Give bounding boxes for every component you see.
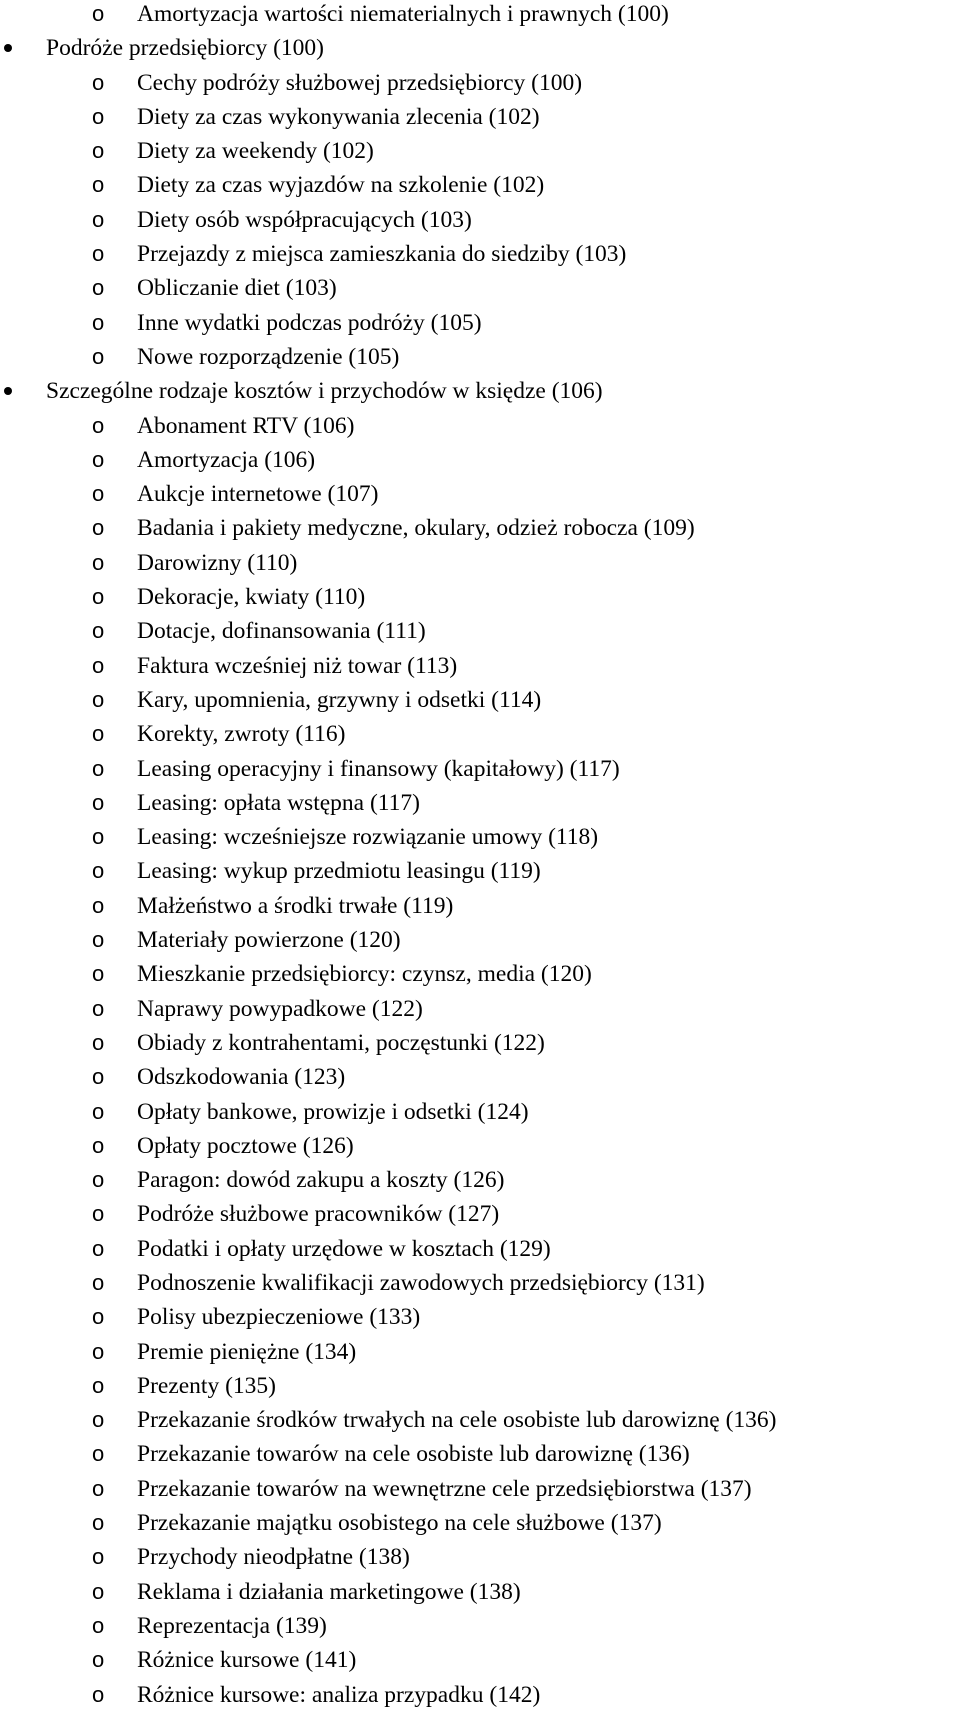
hollow-bullet-icon: o xyxy=(92,446,105,472)
toc-entry-label: Opłaty bankowe, prowizje i odsetki (124) xyxy=(137,1098,529,1125)
hollow-bullet-icon: o xyxy=(92,961,105,987)
toc-entry xyxy=(0,1540,960,1574)
hollow-bullet-icon: o xyxy=(92,1441,105,1467)
hollow-bullet-icon: o xyxy=(92,927,105,953)
hollow-bullet-icon: o xyxy=(92,343,105,369)
hollow-bullet-icon: o xyxy=(92,1407,105,1433)
hollow-bullet-icon: o xyxy=(92,858,105,884)
toc-entry-label: Badania i pakiety medyczne, okulary, odzież robocza (109) xyxy=(137,515,695,542)
toc-entry xyxy=(0,683,960,717)
hollow-bullet-icon: o xyxy=(92,1132,105,1158)
toc-entry-label: Przekazanie towarów na wewnętrzne cele przedsiębiorstwa (137) xyxy=(137,1475,752,1502)
toc-entry-label: Reklama i działania marketingowe (138) xyxy=(137,1578,521,1605)
hollow-bullet-icon: o xyxy=(92,1167,105,1193)
toc-entry-label: Amortyzacja wartości niematerialnych i prawnych (100) xyxy=(137,1,669,27)
toc-entry-label: Przejazdy z miejsca zamieszkania do siedziby (103) xyxy=(137,241,627,268)
hollow-bullet-icon: o xyxy=(92,755,105,781)
toc-entry-label: Odszkodowania (123) xyxy=(137,1064,346,1091)
toc-entry-label: Różnice kursowe (141) xyxy=(137,1647,357,1674)
hollow-bullet-icon: o xyxy=(92,138,105,164)
toc-entry xyxy=(0,100,960,134)
toc-entry xyxy=(0,957,960,991)
toc-entry xyxy=(0,786,960,820)
toc-entry-label: Przekazanie środków trwałych na cele osobiste lub darowiznę (136) xyxy=(137,1407,777,1434)
hollow-bullet-icon: o xyxy=(92,1029,105,1055)
toc-entry-label: Reprezentacja (139) xyxy=(137,1612,327,1639)
toc-entry xyxy=(0,271,960,305)
toc-entry xyxy=(0,1300,960,1334)
hollow-bullet-icon: o xyxy=(92,1098,105,1124)
toc-entry xyxy=(0,134,960,168)
toc-entry xyxy=(0,1678,960,1712)
toc-entry-label: Faktura wcześniej niż towar (113) xyxy=(137,652,458,679)
toc-entry xyxy=(0,752,960,786)
hollow-bullet-icon: o xyxy=(92,892,105,918)
hollow-bullet-icon: o xyxy=(92,824,105,850)
hollow-bullet-icon: o xyxy=(92,1372,105,1398)
toc-entry xyxy=(0,614,960,648)
hollow-bullet-icon: o xyxy=(92,789,105,815)
toc-entry xyxy=(0,66,960,100)
toc-entry-label: Naprawy powypadkowe (122) xyxy=(137,995,423,1022)
hollow-bullet-icon: o xyxy=(92,584,105,610)
toc-entry xyxy=(0,854,960,888)
toc-entry xyxy=(0,1335,960,1369)
toc-entry-label: Dekoracje, kwiaty (110) xyxy=(137,584,366,611)
toc-entry xyxy=(0,443,960,477)
toc-entry-label: Opłaty pocztowe (126) xyxy=(137,1132,354,1159)
toc-entry-label: Obiady z kontrahentami, poczęstunki (122) xyxy=(137,1029,545,1056)
toc-entry xyxy=(0,203,960,237)
toc-entry xyxy=(0,1643,960,1677)
hollow-bullet-icon: o xyxy=(92,172,105,198)
toc-entry-label: Korekty, zwroty (116) xyxy=(137,721,346,748)
toc-entry xyxy=(0,1472,960,1506)
toc-entry xyxy=(0,580,960,614)
toc-entry-label: Podróże przedsiębiorcy (100) xyxy=(46,35,324,62)
hollow-bullet-icon: o xyxy=(92,1544,105,1570)
toc-entry-label: Diety za weekendy (102) xyxy=(137,138,374,165)
toc-entry-label: Darowizny (110) xyxy=(137,549,298,576)
hollow-bullet-icon: o xyxy=(92,1475,105,1501)
hollow-bullet-icon: o xyxy=(92,515,105,541)
toc-entry xyxy=(0,168,960,202)
hollow-bullet-icon: o xyxy=(92,652,105,678)
toc-entry xyxy=(0,1232,960,1266)
bullet-icon xyxy=(4,374,14,408)
toc-entry xyxy=(0,1369,960,1403)
hollow-bullet-icon: o xyxy=(92,481,105,507)
toc-entry-label: Amortyzacja (106) xyxy=(137,446,316,473)
hollow-bullet-icon: o xyxy=(92,618,105,644)
hollow-bullet-icon: o xyxy=(92,1578,105,1604)
toc-entry-label: Abonament RTV (106) xyxy=(137,412,355,439)
toc-entry xyxy=(0,306,960,340)
toc-entry-label: Podnoszenie kwalifikacji zawodowych przedsiębiorcy (131) xyxy=(137,1269,705,1296)
toc-entry-label: Szczególne rodzaje kosztów i przychodów w księdze (106) xyxy=(46,378,603,405)
toc-entry xyxy=(0,1437,960,1471)
hollow-bullet-icon: o xyxy=(92,1235,105,1261)
toc-entry xyxy=(0,1197,960,1231)
toc-entry-label: Diety za czas wykonywania zlecenia (102) xyxy=(137,103,540,130)
hollow-bullet-icon: o xyxy=(92,1510,105,1536)
hollow-bullet-icon: o xyxy=(92,241,105,267)
toc-section xyxy=(0,374,960,408)
toc-entry-label: Obliczanie diet (103) xyxy=(137,275,337,302)
toc-entry-label: Leasing operacyjny i finansowy (kapitałowy) (117) xyxy=(137,755,620,782)
hollow-bullet-icon: o xyxy=(92,309,105,335)
toc-entry xyxy=(0,889,960,923)
toc-section xyxy=(0,31,960,65)
hollow-bullet-icon: o xyxy=(92,1647,105,1673)
toc-entry xyxy=(0,923,960,957)
toc-entry xyxy=(0,0,960,31)
hollow-bullet-icon: o xyxy=(92,1,105,26)
hollow-bullet-icon: o xyxy=(92,1304,105,1330)
toc-entry-label: Inne wydatki podczas podróży (105) xyxy=(137,309,482,336)
toc-entry-label: Leasing: wcześniejsze rozwiązanie umowy (118) xyxy=(137,824,599,851)
toc-entry-label: Podróże służbowe pracowników (127) xyxy=(137,1201,500,1228)
toc-entry-label: Materiały powierzone (120) xyxy=(137,927,401,954)
toc-entry-label: Paragon: dowód zakupu a koszty (126) xyxy=(137,1167,505,1194)
toc-entry xyxy=(0,237,960,271)
toc-entry-label: Przekazanie towarów na cele osobiste lub darowiznę (136) xyxy=(137,1441,690,1468)
toc-entry xyxy=(0,511,960,545)
toc-entry-label: Podatki i opłaty urzędowe w kosztach (129) xyxy=(137,1235,551,1262)
hollow-bullet-icon: o xyxy=(92,1681,105,1707)
hollow-bullet-icon: o xyxy=(92,721,105,747)
toc-entry xyxy=(0,1609,960,1643)
toc-entry-label: Przekazanie majątku osobistego na cele służbowe (137) xyxy=(137,1510,662,1537)
toc-entry-label: Aukcje internetowe (107) xyxy=(137,481,379,508)
bullet-icon xyxy=(4,31,14,65)
hollow-bullet-icon: o xyxy=(92,1338,105,1364)
toc-entry xyxy=(0,340,960,374)
hollow-bullet-icon: o xyxy=(92,69,105,95)
toc-entry xyxy=(0,649,960,683)
toc-entry-label: Premie pieniężne (134) xyxy=(137,1338,357,1365)
hollow-bullet-icon: o xyxy=(92,1269,105,1295)
toc-entry xyxy=(0,1026,960,1060)
hollow-bullet-icon: o xyxy=(92,206,105,232)
hollow-bullet-icon: o xyxy=(92,103,105,129)
toc-entry-label: Leasing: opłata wstępna (117) xyxy=(137,789,420,816)
hollow-bullet-icon: o xyxy=(92,995,105,1021)
toc-entry xyxy=(0,477,960,511)
toc-entry xyxy=(0,820,960,854)
toc-entry xyxy=(0,1403,960,1437)
toc-entry-label: Prezenty (135) xyxy=(137,1372,276,1399)
toc-entry xyxy=(0,1129,960,1163)
toc-entry xyxy=(0,1506,960,1540)
toc-entry-label: Mieszkanie przedsiębiorcy: czynsz, media (120) xyxy=(137,961,592,988)
toc-entry-label: Diety osób współpracujących (103) xyxy=(137,206,472,233)
toc-entry xyxy=(0,1095,960,1129)
hollow-bullet-icon: o xyxy=(92,1612,105,1638)
toc-entry-label: Małżeństwo a środki trwałe (119) xyxy=(137,892,454,919)
toc-entry xyxy=(0,409,960,443)
toc-entry xyxy=(0,1060,960,1094)
toc-entry xyxy=(0,1575,960,1609)
hollow-bullet-icon: o xyxy=(92,1064,105,1090)
toc-entry-label: Diety za czas wyjazdów na szkolenie (102) xyxy=(137,172,545,199)
toc-entry-label: Kary, upomnienia, grzywny i odsetki (114) xyxy=(137,686,542,713)
toc-entry xyxy=(0,717,960,751)
toc-entry-label: Cechy podróży służbowej przedsiębiorcy (100) xyxy=(137,69,583,96)
hollow-bullet-icon: o xyxy=(92,1201,105,1227)
toc-entry-label: Przychody nieodpłatne (138) xyxy=(137,1544,410,1571)
hollow-bullet-icon: o xyxy=(92,275,105,301)
toc-entry-label: Leasing: wykup przedmiotu leasingu (119) xyxy=(137,858,541,885)
toc-entry xyxy=(0,1266,960,1300)
hollow-bullet-icon: o xyxy=(92,686,105,712)
toc-entry-label: Dotacje, dofinansowania (111) xyxy=(137,618,426,645)
toc-entry xyxy=(0,546,960,580)
toc-entry xyxy=(0,1163,960,1197)
hollow-bullet-icon: o xyxy=(92,549,105,575)
hollow-bullet-icon: o xyxy=(92,412,105,438)
toc-entry-label: Nowe rozporządzenie (105) xyxy=(137,343,400,370)
toc-entry xyxy=(0,992,960,1026)
toc-entry-label: Różnice kursowe: analiza przypadku (142) xyxy=(137,1681,541,1708)
toc-entry-label: Polisy ubezpieczeniowe (133) xyxy=(137,1304,421,1331)
